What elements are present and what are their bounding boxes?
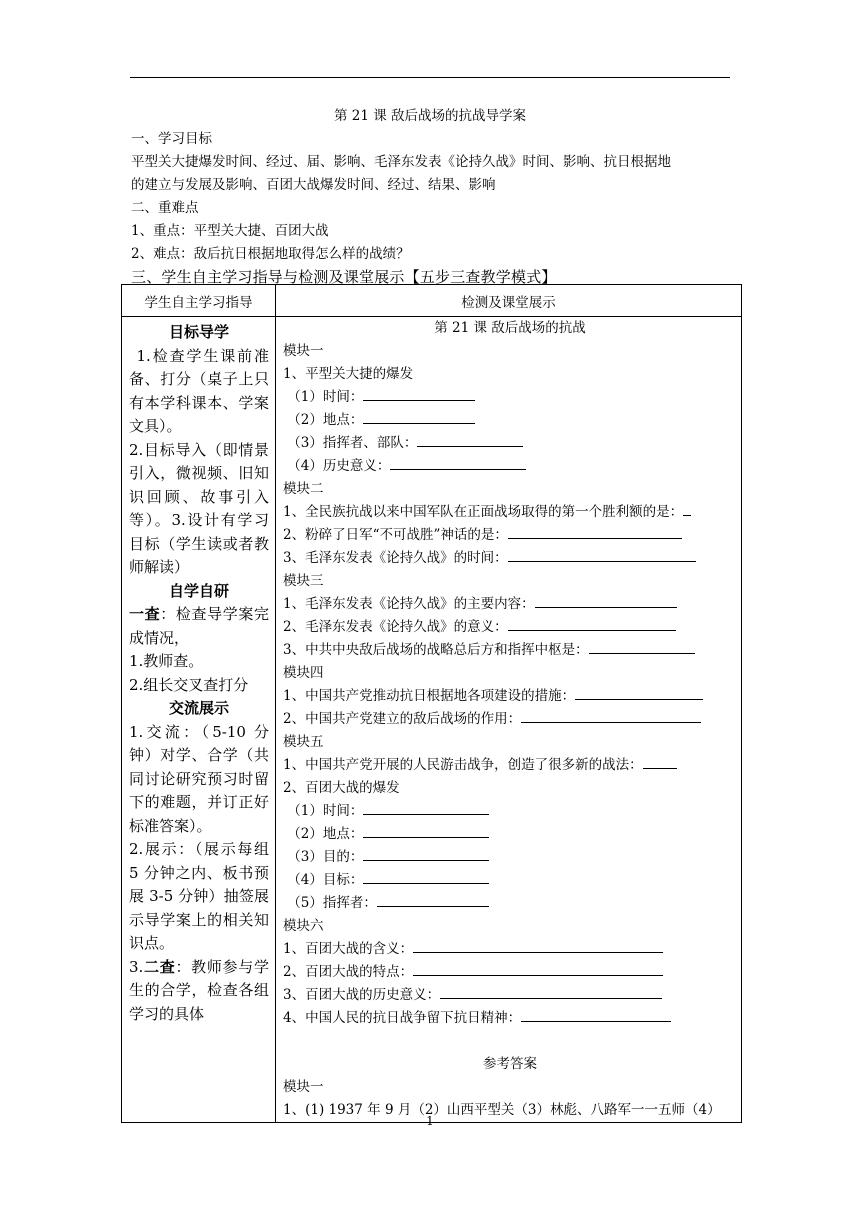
module-1-item-c (283, 432, 737, 455)
module-5-item-c (283, 846, 737, 869)
item-label: 1、毛泽东发表《论持久战》的主要内容： (283, 596, 535, 612)
module-1-question: 1、平型关大捷的爆发 (283, 366, 414, 382)
answer-key-title: 参考答案 (483, 1056, 537, 1072)
module-2-item-2 (283, 524, 737, 547)
answer-blank (377, 892, 489, 907)
module-5-item-d (283, 869, 737, 892)
item-label: 1、全民族抗战以来中国军队在正面战场取得的第一个胜利额的是： (283, 504, 684, 520)
spacer (283, 1030, 737, 1053)
check-one-label: 一查 (129, 605, 161, 623)
answer-blank (508, 524, 682, 539)
item-label: 2、粉碎了日军“不可战胜”神话的是： (283, 527, 508, 543)
module-5-item-2: 2、百团大战的爆发 (283, 780, 400, 796)
item-label: 2、毛泽东发表《论持久战》的意义： (283, 619, 508, 635)
column-header-display: 检测及课堂展示 (276, 285, 742, 317)
answer-blank (417, 432, 523, 447)
module-5-item-1 (283, 754, 737, 777)
module-6-item-1 (283, 938, 737, 961)
module-5-heading: 模块五 (283, 734, 324, 750)
module-4-item-1 (283, 685, 737, 708)
item-label: （4）历史意义： (287, 458, 391, 474)
answer-blank (413, 961, 663, 976)
document-title: 第 21 课 敌后战场的抗战导学案 (333, 108, 527, 124)
answer-blank (508, 616, 676, 631)
study-table (121, 284, 742, 1123)
column-header-guidance: 学生自主学习指导 (122, 285, 276, 317)
answer-blank (521, 708, 701, 723)
module-5-item-a (283, 800, 737, 823)
guide-para-1: 1.检查学生课前准备、打分（桌子上只有本学科课本、学案文具）。 (129, 346, 269, 435)
lesson-title: 第 21 课 敌后战场的抗战 (434, 320, 586, 336)
heading-goal-guide: 目标导学 (168, 323, 229, 341)
module-1-item-b (283, 409, 737, 432)
answer-blank (413, 938, 663, 953)
heading-exchange: 交流展示 (168, 699, 229, 717)
guide-para-3 (129, 603, 269, 650)
check-two-prefix: 3. (129, 957, 144, 976)
answer-blank (363, 846, 489, 861)
check-two-text: ：教师参与学生的合学，检查各组学习的具体 (129, 957, 269, 1023)
goals-line-1: 平型关大捷爆发时间、经过、届、影响、毛泽东发表《论持久战》时间、影响、抗日根据地 (131, 154, 671, 170)
item-label: 4、中国人民的抗日战争留下抗日精神： (283, 1010, 522, 1026)
item-label: （2）地点： (287, 826, 364, 842)
answer-blank (589, 639, 695, 654)
goals-line-2: 的建立与发展及影响、百团大战爆发时间、经过、结果、影响 (131, 177, 496, 193)
item-label: （3）指挥者、部队： (287, 435, 418, 451)
item-label: 2、中国共产党建立的敌后战场的作用： (283, 711, 522, 727)
answer-blank (363, 869, 489, 884)
module-1-item-a (283, 386, 737, 409)
module-4-item-2 (283, 708, 737, 731)
item-label: 3、毛泽东发表《论持久战》的时间： (283, 550, 508, 566)
answer-blank (440, 984, 662, 999)
section-heading-keypoints: 二、重难点 (131, 200, 199, 216)
section-heading-goals: 一、学习目标 (131, 131, 212, 147)
page-number: 1 (426, 1114, 434, 1128)
item-label: （2）地点： (287, 412, 364, 428)
module-2-heading: 模块二 (283, 481, 324, 497)
module-6-item-3 (283, 984, 737, 1007)
display-column (276, 317, 742, 1123)
item-label: 3、百团大战的历史意义： (283, 987, 441, 1003)
guide-para-7: 2.展示：（展示每组 5 分钟之内、板书预展 3-5 分钟）抽签展示导学案上的相关知识点。 (129, 840, 269, 952)
module-6-heading: 模块六 (283, 918, 324, 934)
answer-blank (363, 800, 489, 815)
item-label: （3）目的： (287, 849, 364, 865)
module-1-item-d (283, 455, 737, 478)
guide-para-2: 2.目标导入（即情景引入，微视频、旧知识回顾、故事引入等）。3.设计有学习目标（学生读或者教师解读） (129, 440, 269, 576)
guide-para-6: 1.交流：（5-10 分钟）对学、合学（共同讨论研究预习时留下的难题，并订正好标准答案）。 (129, 722, 269, 835)
answer-blank (363, 386, 475, 401)
check-two-label: 二查 (143, 957, 176, 976)
item-label: 1、中国共产党开展的人民游击战争，创造了很多新的战法： (283, 757, 643, 773)
answer-module-1-line: 1、(1) 1937 年 9 月（2）山西平型关（3）林彪、八路军一一五师（4） (283, 1102, 721, 1118)
guide-para-5: 2.组长交叉查打分 (129, 675, 249, 694)
section-heading-guidance: 三、学生自主学习指导与检测及课堂展示【五步三查教学模式】 (131, 268, 557, 286)
module-6-item-4 (283, 1007, 737, 1030)
guide-para-4: 1.教师查。 (129, 652, 204, 670)
item-label: 1、中国共产党推动抗日根据地各项建设的措施： (283, 688, 576, 704)
module-3-item-3 (283, 639, 737, 662)
module-6-item-2 (283, 961, 737, 984)
check-one-text: ：检查导学案完成情况， (129, 605, 269, 647)
module-2-item-3 (283, 547, 737, 570)
answer-blank (683, 501, 691, 516)
item-label: （1）时间： (287, 803, 364, 819)
answer-module-1-heading: 模块一 (283, 1079, 324, 1095)
item-label: 1、百团大战的含义： (283, 941, 414, 957)
module-3-heading: 模块三 (283, 573, 324, 589)
guide-para-8 (129, 956, 269, 1027)
module-1-heading: 模块一 (283, 343, 324, 359)
module-3-item-1 (283, 593, 737, 616)
answer-blank (535, 593, 677, 608)
heading-self-study: 自学自研 (168, 581, 229, 600)
item-label: （4）目标： (287, 872, 364, 888)
module-5-item-e (283, 892, 737, 915)
keypoint-2: 2、难点：敌后抗日根据地取得怎么样的战绩？ (131, 246, 410, 262)
answer-blank (508, 547, 696, 562)
keypoint-1: 1、重点：平型关大捷、百团大战 (131, 223, 329, 239)
answer-blank (643, 754, 677, 769)
module-2-item-1 (283, 501, 737, 524)
module-5-item-b (283, 823, 737, 846)
header-rule (130, 77, 730, 78)
module-3-item-2 (283, 616, 737, 639)
answer-blank (390, 455, 526, 470)
intro-section (131, 128, 741, 289)
answer-blank (575, 685, 703, 700)
guidance-column (122, 317, 276, 1123)
item-label: （1）时间： (287, 389, 364, 405)
answer-blank (521, 1007, 671, 1022)
item-label: 2、百团大战的特点： (283, 964, 414, 980)
item-label: 3、中共中央敌后战场的战略总后方和指挥中枢是： (283, 642, 589, 658)
item-label: （5）指挥者： (287, 895, 377, 911)
answer-blank (363, 823, 489, 838)
answer-blank (363, 409, 475, 424)
module-4-heading: 模块四 (283, 665, 324, 681)
